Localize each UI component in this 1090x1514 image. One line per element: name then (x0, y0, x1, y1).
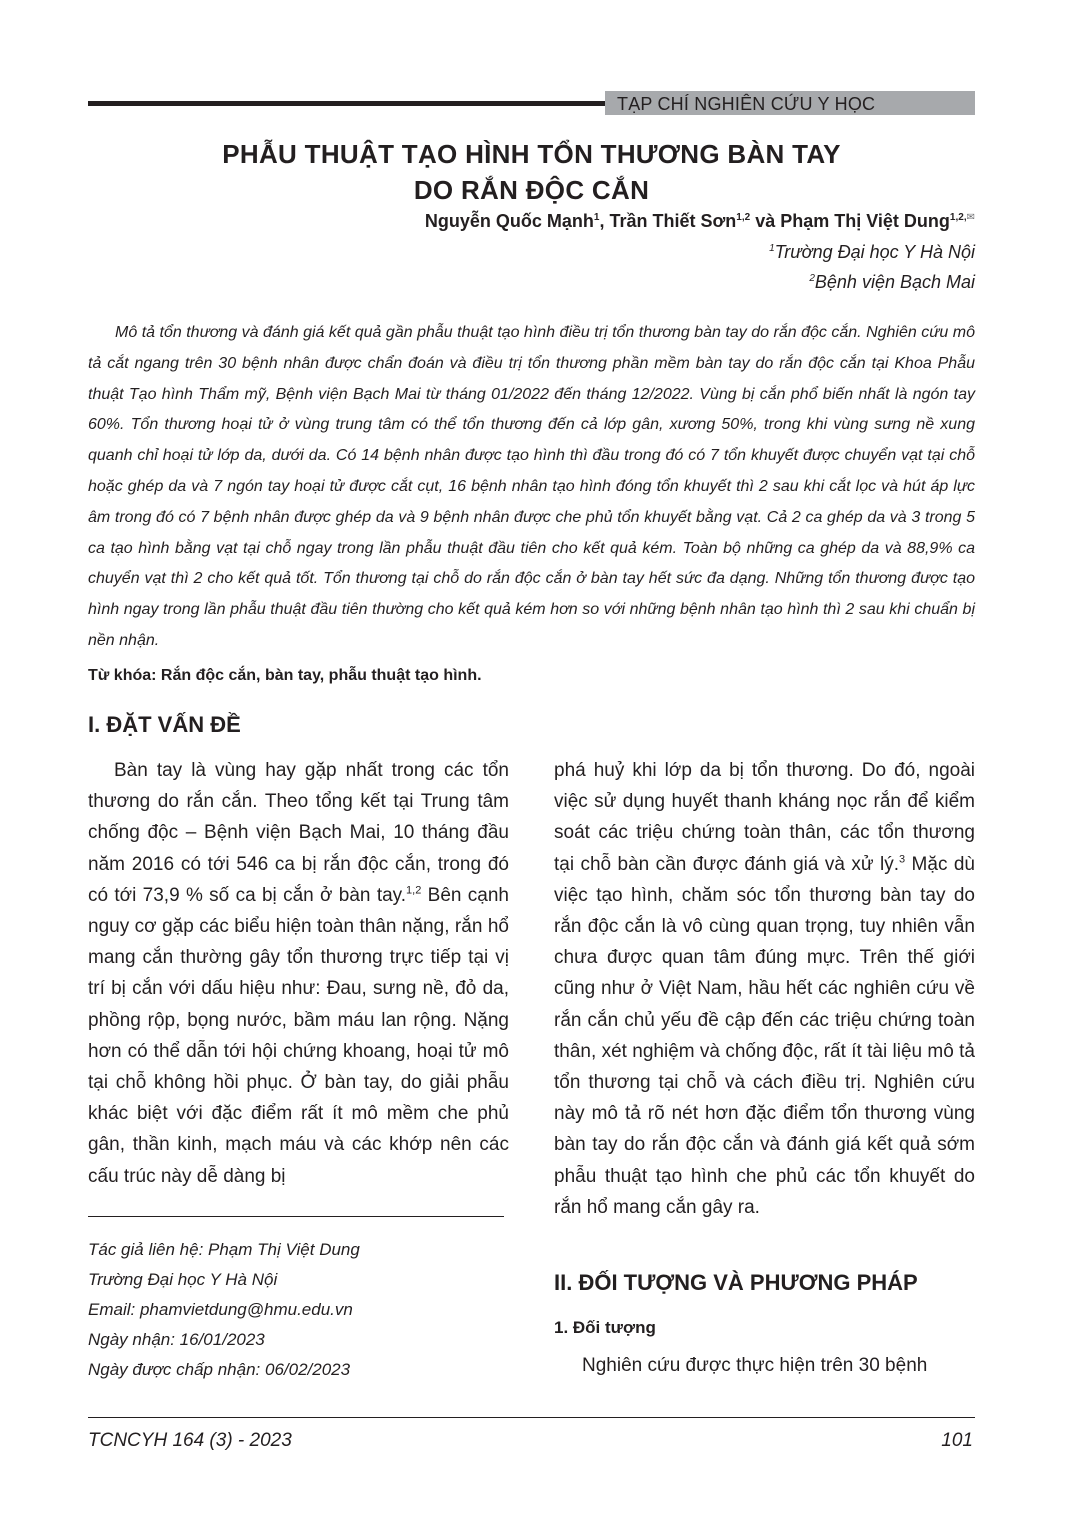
footnote-corresponding-author: Tác giả liên hệ: Phạm Thị Việt Dung (88, 1240, 360, 1259)
envelope-icon: ✉ (966, 212, 975, 223)
intro-text: phá huỷ khi lớp da bị tổn thương. Do đó, ngoài việc sử dụng huyết thanh kháng nọc rắn để kiểm soát các triệu chứng toàn thân, các tổn thương tại chỗ bàn cần được đánh giá và xử lý. (554, 760, 975, 875)
keywords: Từ khóa: Rắn độc cắn, bàn tay, phẫu thuật tạo hình. (88, 667, 482, 684)
author-affiliation-mark: 1 (593, 212, 600, 223)
footnote-received-date: Ngày nhận: 16/01/2023 (88, 1330, 265, 1349)
affiliation-2 (809, 272, 975, 293)
intro-paragraph-left (88, 755, 509, 1195)
paper-title-line-1: PHẪU THUẬT TẠO HÌNH TỔN THƯƠNG BÀN TAY (222, 139, 841, 169)
footnote-rule (88, 1216, 504, 1217)
author-affiliation-mark: 1,2, (949, 212, 967, 223)
affiliation-name: Bệnh viện Bạch Mai (814, 272, 975, 292)
author-name: Trần Thiết Sơn (609, 211, 737, 231)
paper-title-line-2: DO RẮN ĐỘC CẮN (413, 175, 650, 205)
section-heading-methods: II. ĐỐI TƯỢNG VÀ PHƯƠNG PHÁP (554, 1270, 918, 1295)
journal-header: TẠP CHÍ NGHIÊN CỨU Y HỌC (605, 91, 975, 115)
subsection-heading-subjects: 1. Đối tượng (554, 1318, 656, 1337)
footnote-email: Email: phamvietdung@hmu.edu.vn (88, 1300, 353, 1319)
intro-text: Bên cạnh nguy cơ gặp các biểu hiện toàn thân nặng, rắn hổ mang cắn thường gây tổn thương trực tiếp tại vị trí bị cắn với dấu hiệu như: Đau, sưng nề, đỏ da, phồng rộp, bọng nước, bầm máu lan rộng. Nặng hơn có thể dẫn tới hội chứng khoang, hoại tử mô tại chỗ không hồi phục. Ở bàn tay, do giải phẫu khác biệt với đặc điểm rất ít mô mềm che phủ gân, thần kinh, mạch máu và các khớp nên các cấu trúc này dễ dàng bị (88, 884, 509, 1187)
methods-paragraph: Nghiên cứu được thực hiện trên 30 bệnh (582, 1355, 928, 1376)
affiliation-name: Trường Đại học Y Hà Nội (774, 242, 975, 262)
citation-mark: 3 (899, 853, 906, 866)
author-affiliation-mark: 1,2 (736, 212, 751, 223)
author-separator: , (599, 211, 610, 231)
footnote-institution: Trường Đại học Y Hà Nội (88, 1270, 278, 1289)
affiliation-1 (769, 242, 975, 263)
section-heading-introduction: I. ĐẶT VẤN ĐỀ (88, 712, 241, 737)
footer-rule (88, 1417, 975, 1418)
affiliation-mark: 1 (769, 243, 775, 254)
intro-text: Bàn tay là vùng hay gặp nhất trong các tổn thương do rắn cắn. Theo tổng kết tại Trung tâm chống độc – Bệnh viện Bạch Mai, 10 tháng đầu năm 2016 có tới 546 ca bị rắn độc cắn, trong đó có tới 73,9 % số ca bị cắn ở bàn tay. (88, 760, 509, 906)
footer-citation: TCNCYH 164 (3) - 2023 (88, 1430, 292, 1451)
intro-paragraph-right (554, 755, 975, 1223)
intro-text: Mặc dù việc tạo hình, chăm sóc tổn thương bàn tay do rắn độc cắn là vô cùng quan trọng, tuy nhiên vẫn chưa được quan tâm đúng mực. Trên thế giới cũng như ở Việt Nam, hầu hết các nghiên cứu về rắn cắn chủ yếu đề cập đến các triệu chứng toàn thân, xét nghiệm và chống độc, rất ít tài liệu mô tả tổn thương tại chỗ và cách điều trị. Nghiên cứu này mô tả rõ nét hơn đặc điểm tổn thương vùng bàn tay do rắn độc cắn và đánh giá kết quả sớm phẫu thuật tạo hình che phủ các tổn khuyết do rắn hổ mang cắn gây ra. (554, 853, 975, 1218)
author-name: Nguyễn Quốc Mạnh (424, 211, 594, 231)
author-separator: và (750, 211, 781, 231)
affiliation-mark: 2 (809, 273, 815, 284)
header-rule (88, 101, 608, 106)
abstract: Mô tả tổn thương và đánh giá kết quả gần phẫu thuật tạo hình điều trị tổn thương bàn tay do rắn độc cắn. Nghiên cứu mô tả cắt ngang trên 30 bệnh nhân được chẩn đoán và điều trị tổn thương phần mềm bàn tay do rắn độc cắn tại Khoa Phẫu thuật Tạo hình Thẩm mỹ, Bệnh viện Bạch Mai từ tháng 01/2022 đến tháng 12/2022. Vùng bị cắn phổ biến nhất là ngón tay 60%. Tổn thương hoại tử ở vùng trung tâm có thể tổn thương đến cả lớp gân, xương 50%, trong khi vùng sưng nề xung quanh chỉ hoại tử lớp da, dưới da. Có 14 bệnh nhân được tạo hình thì đầu trong đó có 7 tổn khuyết được chuyển vạt tại chỗ hoặc ghép da và 7 ngón tay hoại tử được cắt cụt, 16 bệnh nhân tạo hình đóng tổn khuyết thì 2 sau khi cắt lọc và hút áp lực âm trong đó có 7 bệnh nhân được ghép da và 9 bệnh nhân được che phủ tổn khuyết bằng vạt. Cả 2 ca ghép da và 3 trong 5 ca tạo hình bằng vạt tại chỗ ngay trong lần phẫu thuật đầu tiên cho kết quả kém. Toàn bộ những ca ghép da và 88,9% ca chuyển vạt thì 2 cho kết quả tốt. Tổn thương tại chỗ do rắn độc cắn ở bàn tay hết sức đa dạng. Những tổn thương được tạo hình ngay trong lần phẫu thuật đầu tiên thường cho kết quả kém hơn so với những bệnh nhân tạo hình thì 2 sau khi chuẩn bị nền nhận. (88, 324, 975, 649)
citation-mark: 1,2 (406, 884, 422, 897)
page-number: 101 (941, 1430, 973, 1451)
author-name: Phạm Thị Việt Dung (780, 211, 950, 231)
author-list (425, 211, 975, 232)
footnote-accepted-date: Ngày được chấp nhận: 06/02/2023 (88, 1360, 351, 1379)
